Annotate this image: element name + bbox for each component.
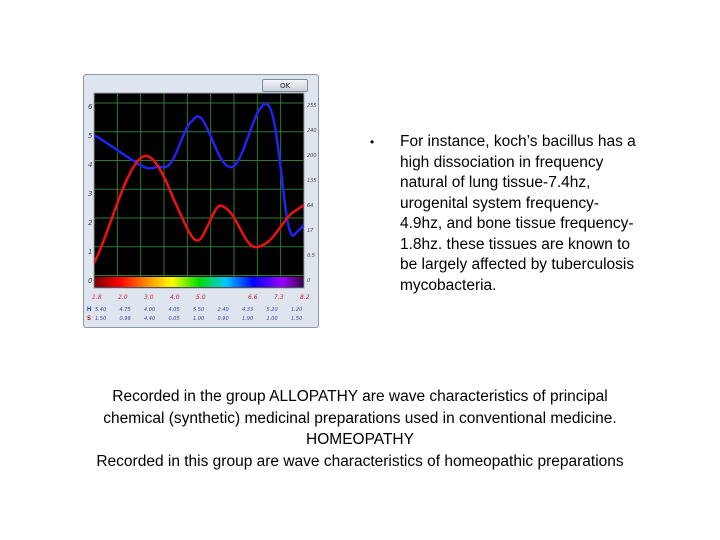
left-tick-label: 4 [88, 161, 93, 169]
right-tick-label: 200 [307, 153, 317, 159]
table-cell: 1.50 [291, 316, 303, 322]
right-tick-label: 64 [307, 203, 314, 209]
table-cell: 2.40 [217, 307, 229, 313]
bullet-symbol: • [370, 135, 375, 149]
table-cell: 4.33 [242, 307, 254, 313]
row-label: H [87, 307, 92, 313]
ok-button[interactable]: OK [262, 79, 308, 92]
left-tick-label: 5 [88, 132, 93, 140]
caption [10, 386, 710, 472]
left-tick-label: 1 [88, 248, 93, 256]
frequency-plot [84, 75, 320, 329]
table-cell: 1.00 [266, 316, 278, 322]
table-cell: 0.99 [119, 316, 131, 322]
bottom-scale-label: 3.0 [144, 294, 154, 301]
table-cell: 0.05 [168, 316, 180, 322]
right-tick-label: 240 [307, 128, 317, 134]
right-tick-label: 17 [307, 228, 314, 234]
table-cell: 5.20 [266, 307, 278, 313]
caption-line-4: Recorded in this group are wave characteristics of homeopathic preparations [96, 452, 624, 470]
table-row-labels [87, 307, 91, 322]
value-table [95, 307, 302, 322]
bottom-scale [92, 294, 310, 301]
bottom-scale-label: 4.0 [170, 294, 180, 301]
table-cell: 4.75 [119, 307, 131, 313]
right-tick-label: 135 [307, 178, 317, 184]
bottom-scale-label: 2.0 [118, 294, 128, 301]
bottom-scale-label: 8.2 [300, 294, 310, 301]
right-tick-label: 0 [307, 278, 311, 284]
left-tick-label: 2 [88, 219, 93, 227]
bottom-scale-label: 7.3 [274, 294, 284, 301]
caption-line-1: Recorded in the group ALLOPATHY are wave characteristics of principal [112, 388, 608, 405]
table-cell: 4.00 [144, 307, 156, 313]
bottom-scale-label: 5.0 [196, 294, 206, 301]
table-cell: 4.40 [144, 316, 156, 322]
right-tick-label: 0.5 [307, 253, 315, 259]
table-cell: 4.05 [168, 307, 180, 313]
left-tick-label: 0 [88, 277, 93, 285]
right-tick-label: 255 [307, 103, 317, 109]
table-cell: 5.40 [95, 307, 107, 313]
spectrum-bar [95, 277, 303, 287]
left-tick-label: 3 [88, 190, 93, 198]
table-cell: 1.50 [95, 316, 107, 322]
left-axis [88, 103, 93, 285]
bottom-scale-label: 6.6 [248, 294, 258, 301]
frequency-graph-window [83, 74, 319, 328]
right-axis [307, 103, 317, 284]
caption-line-2: chemical (synthetic) medicinal preparations used in conventional medicine. [103, 409, 617, 427]
left-tick-label: 6 [88, 103, 93, 111]
plot-area [94, 93, 304, 288]
row-label: S [87, 316, 92, 322]
table-cell: 0.90 [217, 316, 229, 322]
table-cell: 1.00 [193, 316, 205, 322]
bullet-text: For instance, koch’s bacillus has a high dissociation in frequency natural of lung tissue-7.4hz, urogenital system frequency- 4.9hz, and bone tissue frequency- 1.8hz. these tissues are known to be largely affected by tuberculosis mycobacteria. [400, 133, 636, 294]
table-cell: 1.90 [242, 316, 254, 322]
table-cell: 1.20 [291, 307, 303, 313]
bottom-scale-label: 1.8 [92, 294, 102, 301]
table-cell: 5.50 [193, 307, 205, 313]
caption-heading: HOMEOPATHY [306, 431, 414, 448]
